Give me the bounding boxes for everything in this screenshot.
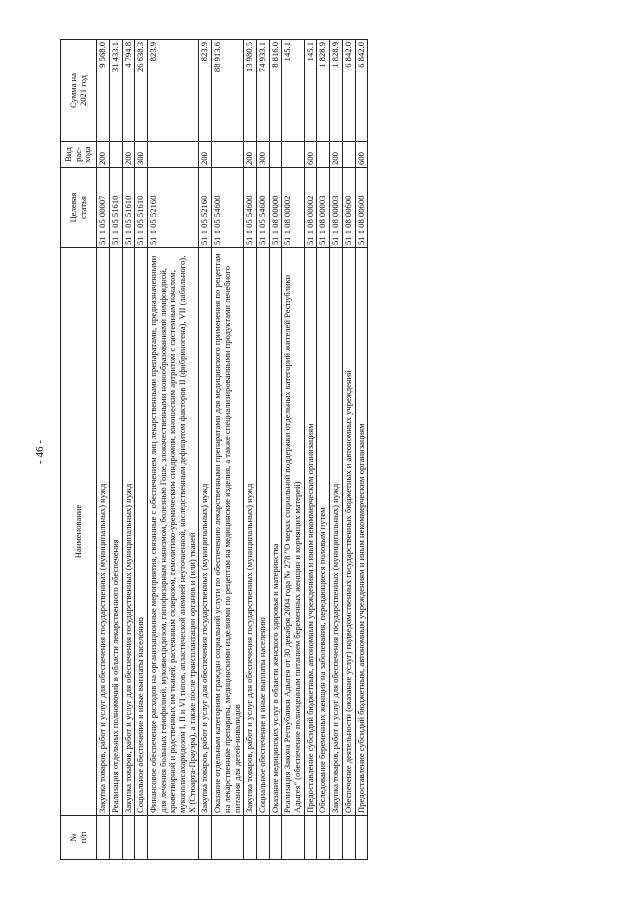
cell-num xyxy=(199,816,212,860)
cell-num xyxy=(342,816,355,860)
cell-name: Закупка товаров, работ и услуг для обеспечения государственных (муниципальных) нужд xyxy=(97,248,110,816)
table-header xyxy=(61,40,97,860)
cell-code: 51 1 08 00002 xyxy=(282,168,304,248)
cell-sum: 145.1 xyxy=(304,40,317,142)
cell-name: Закупка товаров, работ и услуг для обеспечения государственных (муниципальных) нужд xyxy=(244,248,257,816)
table-row xyxy=(317,40,330,860)
cell-num xyxy=(269,816,282,860)
cell-num xyxy=(147,816,199,860)
cell-type: 200 xyxy=(97,142,110,168)
cell-code: 51 1 05 54600 xyxy=(244,168,257,248)
cell-sum: 74 933.1 xyxy=(256,40,269,142)
rotated-page-content xyxy=(60,40,638,860)
cell-code: 51 1 08 00600 xyxy=(355,168,368,248)
cell-sum: 31 433.1 xyxy=(109,40,122,142)
cell-type xyxy=(342,142,355,168)
table-row xyxy=(304,40,317,860)
cell-sum: 6 842.0 xyxy=(342,40,355,142)
header-code xyxy=(61,168,97,248)
cell-type xyxy=(282,142,304,168)
cell-sum: 1 828.9 xyxy=(317,40,330,142)
cell-type: 600 xyxy=(355,142,368,168)
cell-code: 51 1 05 51610 xyxy=(109,168,122,248)
cell-type xyxy=(269,142,282,168)
cell-type: 200 xyxy=(330,142,343,168)
header-name xyxy=(61,248,97,816)
cell-type: 600 xyxy=(304,142,317,168)
cell-type: 200 xyxy=(199,142,212,168)
cell-num xyxy=(109,816,122,860)
cell-sum: 9 568.0 xyxy=(97,40,110,142)
cell-type xyxy=(147,142,199,168)
cell-name: Обследование беременных женщин на заболевания, передающиеся половым путем xyxy=(317,248,330,816)
cell-sum: 4 794.8 xyxy=(122,40,135,142)
cell-code: 51 1 05 51610 xyxy=(135,168,148,248)
cell-type xyxy=(109,142,122,168)
cell-name: Социальное обеспечение и иные выплаты населению xyxy=(256,248,269,816)
cell-code: 51 1 05 54600 xyxy=(212,168,244,248)
cell-type: 300 xyxy=(256,142,269,168)
cell-name: Закупка товаров, работ и услуг для обеспечения государственных (муниципальных) нужд xyxy=(122,248,135,816)
cell-num xyxy=(212,816,244,860)
cell-sum: 13 980.5 xyxy=(244,40,257,142)
cell-sum: 823.9 xyxy=(199,40,212,142)
cell-num xyxy=(282,816,304,860)
cell-name: Закупка товаров, работ и услуг для обеспечения государственных (муниципальных) нужд xyxy=(199,248,212,816)
cell-num xyxy=(256,816,269,860)
cell-num xyxy=(304,816,317,860)
header-type-text: Вид рас- хода xyxy=(63,146,93,163)
cell-type xyxy=(212,142,244,168)
cell-name: Оказание отдельным категориям граждан социальной услуги по обеспечению лекарственными препаратами для медицинского применения по рецептам на лекарственные препараты, медицинскими изделиями по рецептам на медицинские изделия, а также специализированными продуктами лечебного питания для детей-инвалидов xyxy=(212,248,244,816)
header-name-text: Наименование xyxy=(72,504,83,559)
cell-code: 51 1 05 52160 xyxy=(147,168,199,248)
cell-sum: 26 638.3 xyxy=(135,40,148,142)
cell-type: 200 xyxy=(244,142,257,168)
cell-num xyxy=(244,816,257,860)
table-row xyxy=(256,40,269,860)
table-row xyxy=(109,40,122,860)
table-row xyxy=(244,40,257,860)
cell-name: Финансовое обеспечение расходов на организационные мероприятия, связанные с обеспечением лиц лекарственными препаратами, предназначенными для лечения больных гемофилией, муковисцидозом, гипофизарным нанизмом, болезнью Гоше, злокачественными новообразованиями лимфоидной, кроветворной и родственных им тканей, рассеянным склерозом, гемолитико-уремическим синдромом, юношеским артритом с системным началом, мукополисахаридозом I, II и VI типов, апластической анемией неуточненной, наследственным дефицитом факторов II (фибриногена), VII (лабильного), X (Стюарта-Прауэра), а также после трансплантации органов и (или) тканей xyxy=(147,248,199,816)
cell-num xyxy=(355,816,368,860)
table-row xyxy=(269,40,282,860)
page-number: - 46 - xyxy=(33,440,46,464)
table-body xyxy=(97,40,368,860)
cell-sum: 88 913.6 xyxy=(212,40,244,142)
table-row xyxy=(355,40,368,860)
header-code-text: Целевая статья xyxy=(67,192,88,223)
table-row xyxy=(342,40,355,860)
cell-sum: 6 842.0 xyxy=(355,40,368,142)
cell-num xyxy=(97,816,110,860)
cell-name: Реализация Закона Республики Адыгея от 30 декабря 2004 года № 278 "О мерах социальной поддержки отдельных категорий жителей Республики Адыгея" (обеспечение полноценным питанием беременных женщин и кормящих матерей) xyxy=(282,248,304,816)
cell-name: Закупка товаров, работ и услуг для обеспечения государственных (муниципальных) нужд xyxy=(330,248,343,816)
table-row xyxy=(147,40,199,860)
cell-num xyxy=(317,816,330,860)
cell-code: 51 1 08 00000 xyxy=(269,168,282,248)
table-row xyxy=(330,40,343,860)
cell-type: 200 xyxy=(122,142,135,168)
cell-num xyxy=(330,816,343,860)
cell-code: 51 1 05 54600 xyxy=(256,168,269,248)
cell-name: Оказание медицинских услуг в области женского здоровья и материнства xyxy=(269,248,282,816)
cell-type xyxy=(317,142,330,168)
header-type xyxy=(61,142,97,168)
header-sum xyxy=(61,40,97,142)
header-num xyxy=(61,816,97,860)
cell-code: 51 1 08 00002 xyxy=(304,168,317,248)
cell-code: 51 1 08 00600 xyxy=(342,168,355,248)
cell-name: Предоставление субсидий бюджетным, автономным учреждениям и иным некоммерческим организациям xyxy=(355,248,368,816)
cell-name: Реализация отдельных полномочий в области лекарственного обеспечения xyxy=(109,248,122,816)
cell-code: 51 1 08 00003 xyxy=(317,168,330,248)
cell-sum: 8 816.0 xyxy=(269,40,282,142)
header-sum-text: Сумма на 2021 год xyxy=(67,73,88,108)
cell-num xyxy=(135,816,148,860)
header-num-text: № п/п xyxy=(67,831,88,844)
table-row xyxy=(282,40,304,860)
cell-code: 51 1 05 00007 xyxy=(97,168,110,248)
cell-num xyxy=(122,816,135,860)
cell-type: 300 xyxy=(135,142,148,168)
cell-name: Предоставление субсидий бюджетным, автономным учреждениям и иным некоммерческим организациям xyxy=(304,248,317,816)
cell-code: 51 1 05 51610 xyxy=(122,168,135,248)
table-row xyxy=(97,40,110,860)
table-row xyxy=(122,40,135,860)
budget-table xyxy=(60,39,368,860)
table-row xyxy=(135,40,148,860)
cell-code: 51 1 05 52160 xyxy=(199,168,212,248)
cell-sum: 823.9 xyxy=(147,40,199,142)
table-row xyxy=(199,40,212,860)
cell-sum: 145.1 xyxy=(282,40,304,142)
cell-code: 51 1 08 00003 xyxy=(330,168,343,248)
cell-sum: 1 828.9 xyxy=(330,40,343,142)
table-row xyxy=(212,40,244,860)
cell-name: Социальное обеспечение и иные выплаты населению xyxy=(135,248,148,816)
cell-name: Обеспечение деятельности (оказание услуг) подведомственных государственных бюджетных и автономных учреждений xyxy=(342,248,355,816)
